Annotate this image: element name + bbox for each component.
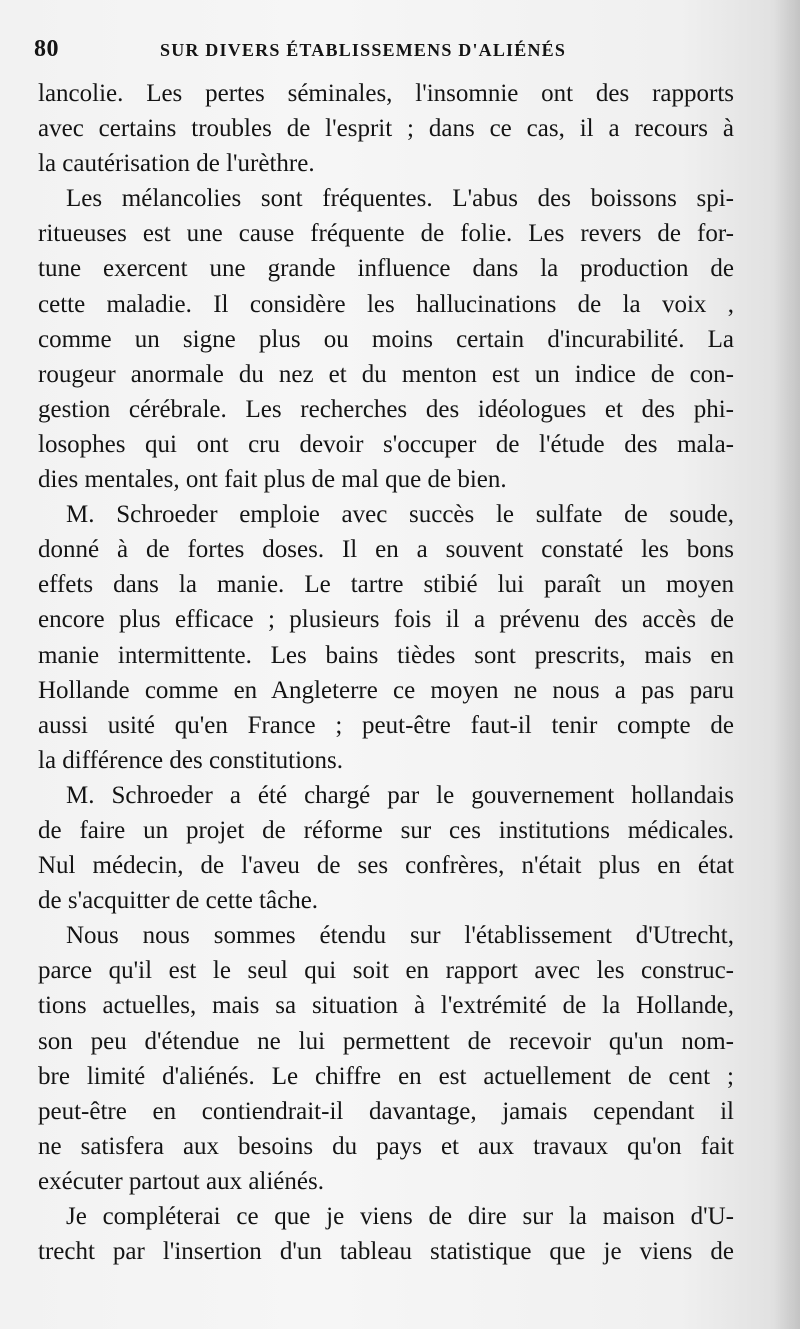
running-head bbox=[34, 36, 734, 70]
text-line: Nous nous sommes étendu sur l'établissement d'Utrecht, bbox=[66, 922, 734, 950]
text-line: rougeur anormale du nez et du menton est un indice de con- bbox=[38, 360, 734, 388]
text-line: tions actuelles, mais sa situation à l'extrémité de la Hollande, bbox=[38, 992, 734, 1020]
paragraph bbox=[38, 1199, 734, 1269]
text-line: effets dans la manie. Le tartre stibié lui paraît un moyen bbox=[38, 571, 734, 599]
paragraph bbox=[38, 497, 734, 778]
text-line: dies mentales, ont fait plus de mal que de bien. bbox=[38, 466, 507, 494]
text-line: gestion cérébrale. Les recherches des idéologues et des phi- bbox=[38, 395, 734, 423]
paragraph bbox=[38, 778, 734, 918]
text-line: M. Schroeder emploie avec succès le sulfate de soude, bbox=[66, 501, 734, 529]
text-line: aussi usité qu'en France ; peut-être faut-il tenir compte de bbox=[38, 711, 734, 739]
text-line: exécuter partout aux aliénés. bbox=[38, 1167, 324, 1195]
text-line: bre limité d'aliénés. Le chiffre en est actuellement de cent ; bbox=[38, 1062, 734, 1090]
page-number: 80 bbox=[34, 36, 59, 62]
running-head-title: SUR DIVERS ÉTABLISSEMENS D'ALIÉNÉS bbox=[160, 40, 567, 60]
text-line: M. Schroeder a été chargé par le gouvernement hollandais bbox=[66, 781, 734, 809]
text-line: la différence des constitutions. bbox=[38, 746, 344, 774]
text-line: Je compléterai ce que je viens de dire sur la maison d'U- bbox=[66, 1203, 734, 1230]
page-edge-shadow bbox=[774, 0, 800, 1329]
text-line: Hollande comme en Angleterre ce moyen ne nous a pas paru bbox=[38, 676, 734, 704]
text-line: trecht par l'insertion d'un tableau statistique que je viens de bbox=[38, 1238, 734, 1266]
text-line: manie intermittente. Les bains tièdes sont prescrits, mais en bbox=[38, 641, 734, 669]
text-line: ritueuses est une cause fréquente de folie. Les revers de for- bbox=[38, 220, 734, 248]
text-line: de s'acquitter de cette tâche. bbox=[38, 887, 319, 915]
text-line: la cautérisation de l'urèthre. bbox=[38, 150, 315, 178]
text-line: son peu d'étendue ne lui permettent de recevoir qu'un nom- bbox=[38, 1027, 734, 1055]
text-line: comme un signe plus ou moins certain d'incurabilité. La bbox=[38, 325, 734, 353]
text-line: donné à de fortes doses. Il en a souvent constaté les bons bbox=[38, 536, 734, 564]
paragraph bbox=[38, 76, 734, 181]
text-line: Les mélancolies sont fréquentes. L'abus des boissons spi- bbox=[66, 185, 734, 213]
text-line: ne satisfera aux besoins du pays et aux travaux qu'on fait bbox=[38, 1132, 734, 1160]
paragraph bbox=[38, 181, 734, 497]
body-text bbox=[38, 76, 734, 1269]
text-line: tune exercent une grande influence dans la production de bbox=[38, 255, 734, 283]
text-line: de faire un projet de réforme sur ces institutions médicales. bbox=[38, 816, 734, 844]
text-line: parce qu'il est le seul qui soit en rapport avec les construc- bbox=[38, 957, 734, 985]
text-line: Nul médecin, de l'aveu de ses confrères, n'était plus en état bbox=[38, 852, 734, 880]
text-line: peut-être en contiendrait-il davantage, jamais cependant il bbox=[38, 1097, 734, 1125]
text-line: encore plus efficace ; plusieurs fois il a prévenu des accès de bbox=[38, 606, 734, 634]
text-line: avec certains troubles de l'esprit ; dans ce cas, il a recours à bbox=[38, 115, 734, 143]
text-line: lancolie. Les pertes séminales, l'insomnie ont des rapports bbox=[38, 80, 734, 107]
text-line: losophes qui ont cru devoir s'occuper de l'étude des mala- bbox=[38, 430, 734, 458]
text-line: cette maladie. Il considère les hallucinations de la voix , bbox=[38, 290, 734, 318]
paragraph bbox=[38, 918, 734, 1199]
